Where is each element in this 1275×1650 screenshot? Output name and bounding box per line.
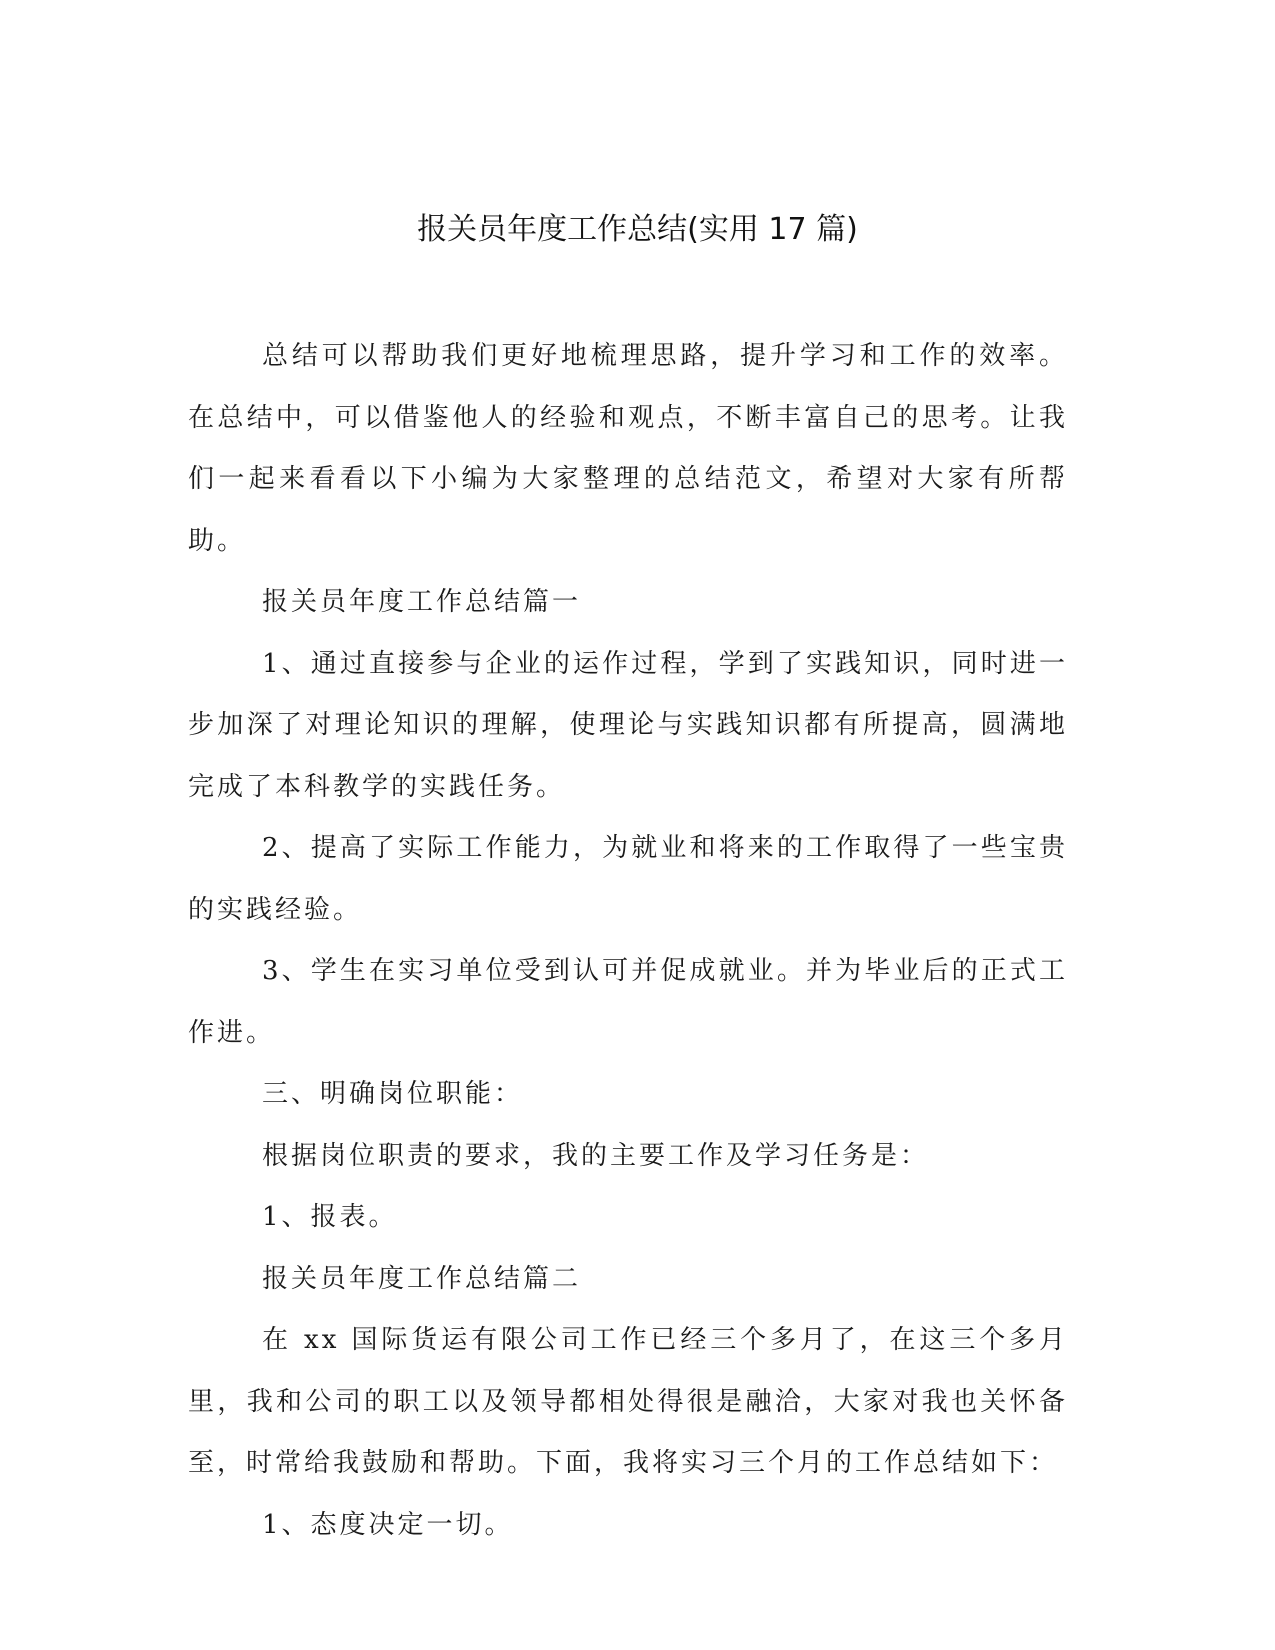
subsection-heading: 三、明确岗位职能： [262, 1079, 524, 1109]
list-item-report: 1、报表。 [262, 1202, 398, 1232]
document-body [188, 326, 1068, 1556]
paragraph-duties: 根据岗位职责的要求，我的主要工作及学习任务是： [262, 1140, 930, 1171]
list-item-3: 3、学生在实习单位受到认可并促成就业。并为毕业后的正式工作进。 [188, 956, 1068, 1048]
list-item-1: 1、通过直接参与企业的运作过程，学到了实践知识，同时进一步加深了对理论知识的理解，使理论与实践知识都有所提高，圆满地完成了本科教学的实践任务。 [188, 648, 1068, 802]
paragraph-company-intro: 在 xx 国际货运有限公司工作已经三个多月了，在这三个多月里，我和公司的职工以及领导都相处得很是融洽，大家对我也关怀备至，时常给我鼓励和帮助。下面，我将实习三个月的工作总结如下： [188, 1325, 1068, 1478]
list-item-attitude: 1、态度决定一切。 [262, 1509, 514, 1540]
document-title: 报关员年度工作总结(实用 17 篇) [417, 212, 858, 247]
section-heading-part-one: 报关员年度工作总结篇一 [262, 587, 582, 617]
list-item-2: 2、提高了实际工作能力，为就业和将来的工作取得了一些宝贵的实践经验。 [188, 833, 1068, 925]
section-heading-part-two: 报关员年度工作总结篇二 [262, 1263, 582, 1294]
intro-paragraph: 总结可以帮助我们更好地梳理思路，提升学习和工作的效率。在总结中，可以借鉴他人的经验和观点，不断丰富自己的思考。让我们一起来看看以下小编为大家整理的总结范文，希望对大家有所帮助。 [188, 341, 1068, 556]
